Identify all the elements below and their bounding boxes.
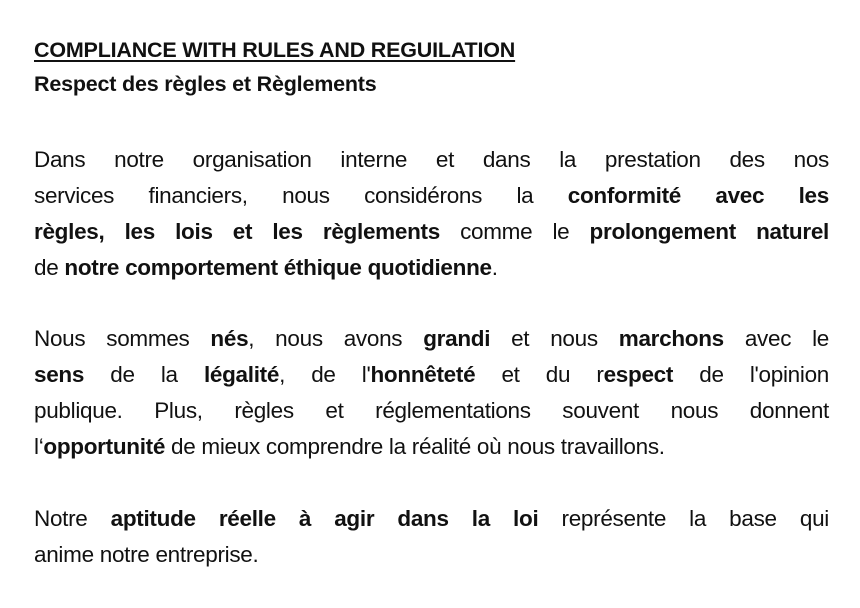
paragraph-1-line-4	[34, 250, 829, 286]
paragraph-2-line-1	[34, 321, 829, 357]
paragraph-2-line-2	[34, 357, 829, 393]
bold-text: prolongement naturel	[589, 219, 830, 244]
text: Nous sommes	[34, 326, 211, 351]
paragraph-2-line-3: publique. Plus, règles et réglementations souvent nous donnent	[34, 398, 829, 423]
bold-text: sens	[34, 362, 85, 387]
text: services financiers, nous considérons la	[34, 183, 568, 208]
text: représente la base qui	[538, 506, 829, 531]
text: de l'opinion	[673, 362, 829, 387]
bold-text: espect	[603, 362, 674, 387]
document-title: COMPLIANCE WITH RULES AND REGUILATION	[34, 38, 516, 62]
document-subtitle: Respect des règles et Règlements	[34, 72, 377, 96]
text: comme le	[439, 219, 590, 244]
paragraph-3-line-1	[34, 501, 829, 537]
bold-text: honnêteté	[370, 362, 476, 387]
text: et nous	[490, 326, 619, 351]
text: de la	[84, 362, 204, 387]
bold-text: aptitude réelle à agir dans la loi	[110, 506, 539, 531]
paragraph-3	[34, 501, 829, 573]
text: de mieux comprendre la réalité où nous travaillons.	[165, 434, 665, 459]
bold-text: notre comportement éthique quotidienne	[64, 255, 492, 280]
paragraph-2	[34, 321, 829, 465]
paragraph-1	[34, 142, 829, 286]
paragraph-1-line-1: Dans notre organisation interne et dans la prestation des nos	[34, 147, 829, 172]
bold-text: grandi	[423, 326, 491, 351]
bold-text: conformité avec les	[567, 183, 829, 208]
text: de	[34, 255, 65, 280]
bold-text: marchons	[618, 326, 724, 351]
text: , nous avons	[248, 326, 424, 351]
bold-text: règles, les lois et les règlements	[34, 219, 440, 244]
text: avec le	[723, 326, 829, 351]
paragraph-1-line-3	[34, 214, 829, 250]
text: Notre	[34, 506, 111, 531]
text: l‘	[34, 434, 44, 459]
text: , de l'	[279, 362, 371, 387]
paragraph-1-line-2	[34, 178, 829, 214]
paragraph-2-line-4	[34, 429, 829, 465]
text: et du r	[475, 362, 604, 387]
bold-text: opportunité	[43, 434, 166, 459]
text: .	[491, 255, 498, 280]
paragraph-3-line-2: anime notre entreprise.	[34, 542, 259, 567]
bold-text: légalité	[203, 362, 280, 387]
bold-text: nés	[210, 326, 249, 351]
